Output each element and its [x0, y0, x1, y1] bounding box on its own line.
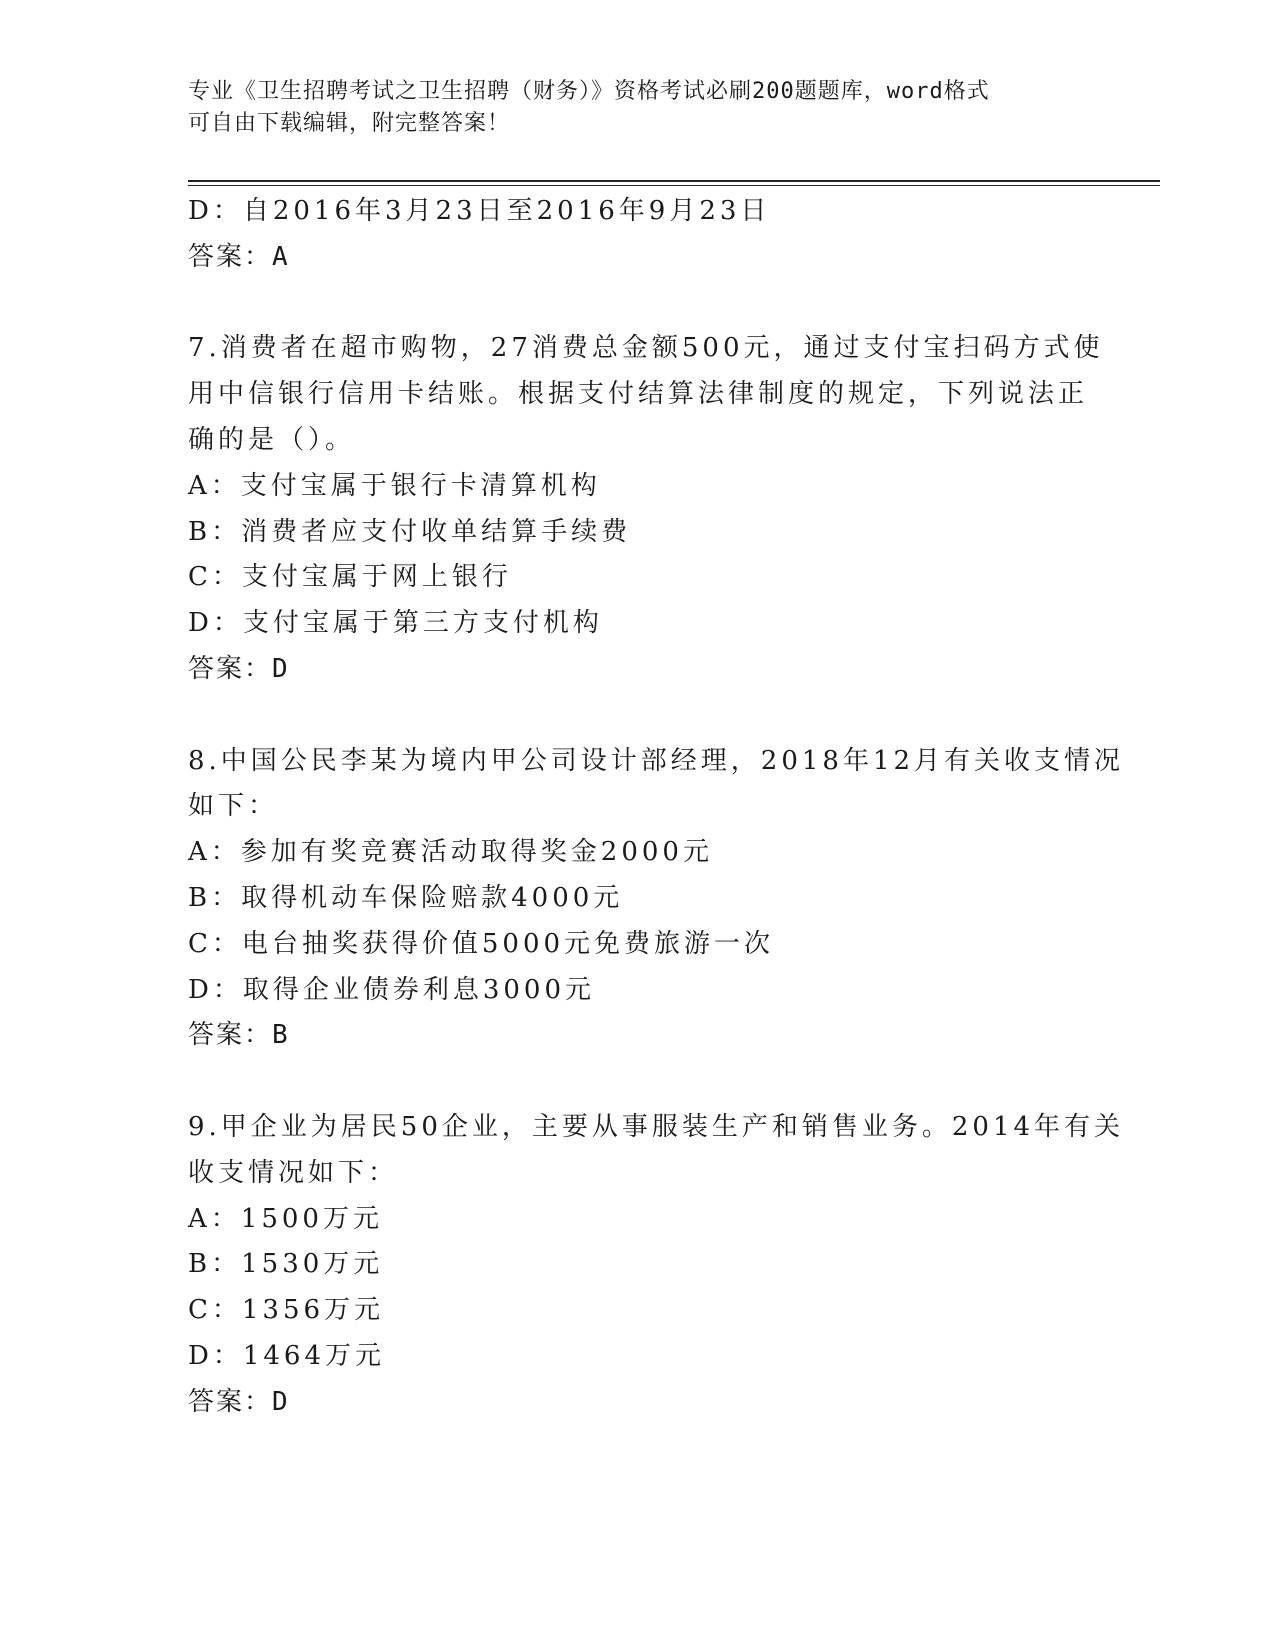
question-7 [188, 326, 1104, 692]
option-b: B：消费者应支付收单结算手续费 [188, 516, 632, 547]
header-line-1: 专业《卫生招聘考试之卫生招聘（财务）》资格考试必刷200题题库，word格式 [188, 79, 990, 104]
header-divider-thick [188, 180, 1160, 182]
question-stem-line: 确的是（）。 [188, 424, 356, 455]
document-body [188, 189, 1125, 1426]
question-stem-line: 用中信银行信用卡结账。根据支付结算法律制度的规定，下列说法正 [188, 379, 1089, 410]
spacer [188, 1059, 1088, 1105]
question-stem-line: 9.甲企业为居民50企业，主要从事服装生产和销售业务。2014年有关 [188, 1111, 1125, 1142]
question-9 [188, 1105, 1125, 1426]
document-header [188, 76, 1088, 140]
spacer [188, 693, 1088, 739]
header-divider-thin [188, 185, 1160, 186]
question-stem-line: 收支情况如下： [188, 1157, 399, 1188]
option-c: C：支付宝属于网上银行 [188, 562, 512, 593]
answer: 答案：B [188, 1020, 290, 1051]
question-stem-line: 8.中国公民李某为境内甲公司设计部经理，2018年12月有关收支情况 [188, 745, 1125, 776]
header-line-2: 可自由下载编辑，附完整答案！ [188, 111, 511, 136]
option-d: D：1464万元 [188, 1340, 386, 1371]
prev-option-d: D：自2016年3月23日至2016年9月23日 [188, 196, 771, 226]
option-a: A：1500万元 [188, 1203, 383, 1234]
question-stem-line: 如下： [188, 791, 279, 822]
option-a: A：支付宝属于银行卡清算机构 [188, 470, 601, 501]
question-8 [188, 739, 1125, 1060]
option-b: B：1530万元 [188, 1249, 384, 1280]
answer: 答案：D [188, 653, 290, 684]
option-a: A：参加有奖竞赛活动取得奖金2000元 [188, 837, 713, 868]
prev-answer: 答案：A [188, 241, 290, 272]
option-c: C：电台抽奖获得价值5000元免费旅游一次 [188, 928, 775, 959]
option-b: B：取得机动车保险赔款4000元 [188, 882, 624, 913]
spacer [188, 281, 1088, 327]
answer: 答案：D [188, 1386, 290, 1417]
question-stem-line: 7.消费者在超市购物，27消费总金额500元，通过支付宝扫码方式使 [188, 333, 1104, 364]
option-c: C：1356万元 [188, 1295, 385, 1326]
option-d: D：支付宝属于第三方支付机构 [188, 608, 603, 639]
option-d: D：取得企业债券利息3000元 [188, 974, 596, 1005]
